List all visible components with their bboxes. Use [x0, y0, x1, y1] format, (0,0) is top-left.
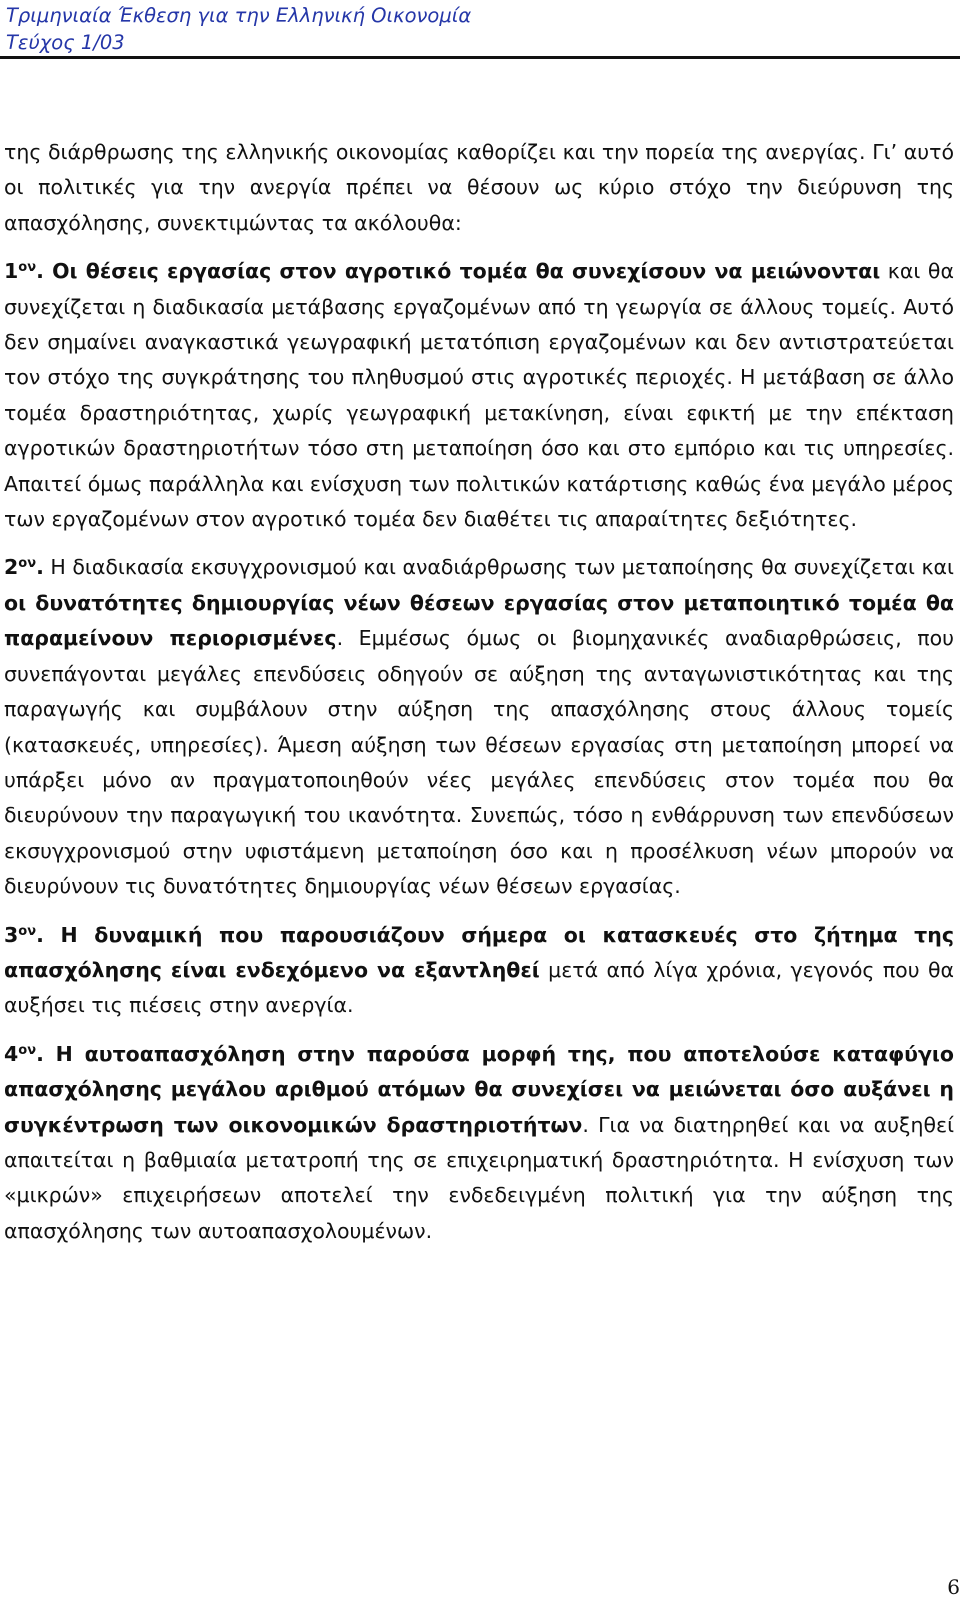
item-text: . Για να διατηρηθεί και να αυξηθεί απαιτείται η βαθμιαία μετατροπή της σε επιχειρηματική δραστηριότητα. Η ενίσχυση των «μικρών» επιχειρήσεων αποτελεί την ενδεδειγμένη πολιτική για την αύξηση της απασχόλησης των αυτοαπασχολουμένων. [4, 1112, 955, 1243]
item-dot: . [36, 922, 44, 947]
item-bold-text: οι δυνατότητες δημιουργίας νέων θέσεων εργασίας στον μεταποιητικό τομέα θα παραμείνουν περιορισμένες [4, 590, 954, 651]
item-text-before: Η διαδικασία εκσυγχρονισμού και αναδιάρθρωσης των μεταποίησης θα συνεχίζεται και [43, 555, 954, 580]
item-text: . Εμμέσως όμως οι βιομηχανικές αναδιαρθρώσεις, που συνεπάγονται μεγάλες επενδύσεις οδηγούν σε αύξηση της ανταγωνιστικότητας και της παραγωγής και συμβάλουν στην αύξηση της απασχόλησης στους άλλους τομείς (κατασκευές, υπηρεσίες). Άμεση αύξηση των θέσεων εργασίας στη μεταποίηση μπορεί να υπάρξει μόνο αν πραγματοποιηθούν νέες μεγάλες επενδύσεις στον τομέα που θα διευρύνουν την παραγωγική του ικανότητα. Συνεπώς, τόσο η ενθάρρυνση των επενδύσεων εκσυγχρονισμού στην υφιστάμενη μεταποίηση όσο και η προσέλκυση νέων μπορούν να διευρύνουν τις δυνατότητες δημιουργίας νέων θέσεων εργασίας. [4, 626, 954, 899]
item-dot: . [36, 555, 44, 580]
item-ordinal: ον [18, 1042, 37, 1058]
item-paragraph-1 [4, 254, 954, 537]
item-bold-text: Η αυτοαπασχόληση στην παρούσα μορφή της, που αποτελούσε καταφύγιο απασχόλησης μεγάλου αριθμού ατόμων θα συνεχίσει να μειώνεται όσο αυξάνει η συγκέντρωση των οικονομικών δραστηριοτήτων [4, 1041, 954, 1137]
item-paragraph-2 [4, 550, 954, 904]
page-number: 6 [947, 1575, 960, 1599]
item-dot: . [36, 1041, 44, 1066]
item-number: 3 [4, 922, 19, 947]
item-number: 2 [4, 555, 19, 580]
item-text: και θα συνεχίζεται η διαδικασία μετάβασης εργαζομένων από τη γεωργία σε άλλους τομείς. Αυτό δεν σημαίνει αναγκαστικά γεωγραφική μετατόπιση εργαζομένων και δεν αντιστρατεύεται τον στόχο της συγκράτησης του πληθυσμού στις αγροτικές περιοχές. Η μετάβαση σε άλλο τομέα δραστηριότητας, χωρίς γεωγραφική μετακίνηση, είναι εφικτή με την επέκταση αγροτικών δραστηριοτήτων τόσο στη μεταποίηση όσο και στο εμπόριο και τις υπηρεσίες. Απαιτεί όμως παράλληλα και ενίσχυση των πολιτικών κατάρτισης καθώς ένα μεγάλο μέρος των εργαζομένων στον αγροτικό τομέα δεν διαθέτει τις απαραίτητες δεξιότητες. [4, 259, 954, 532]
item-bold-text: Η δυναμική που παρουσιάζουν σήμερα οι κατασκευές στο ζήτημα της απασχόλησης είναι ενδεχόμενο να εξαντληθεί [4, 922, 954, 982]
issue-number: Τεύχος 1/03 [6, 31, 125, 54]
item-number: 1 [4, 259, 19, 284]
item-paragraph-3 [4, 918, 954, 1024]
item-number: 4 [4, 1041, 19, 1066]
item-dot: . [36, 259, 44, 284]
item-ordinal: ον [18, 923, 37, 939]
report-title: Τριμηνιαία Έκθεση για την Ελληνική Οικονομία [6, 4, 472, 27]
item-bold-text: Οι θέσεις εργασίας στον αγροτικό τομέα θα συνεχίσουν να μειώνονται [43, 259, 881, 284]
item-ordinal: ον [18, 260, 37, 276]
item-text: μετά από λίγα χρόνια, γεγονός που θα αυξήσει τις πιέσεις στην ανεργία. [4, 957, 954, 1018]
intro-paragraph: της διάρθρωσης της ελληνικής οικονομίας καθορίζει και την πορεία της ανεργίας. Γι’ αυτό οι πολιτικές για την ανεργία πρέπει να θέσουν ως κύριο στόχο την διεύρυνση της απασχόλησης, συνεκτιμώντας τα ακόλουθα: [4, 140, 954, 235]
running-header [6, 2, 960, 56]
header-rule [0, 56, 960, 59]
item-paragraph-4 [4, 1037, 954, 1249]
document-body [4, 135, 954, 1249]
item-ordinal: ον [18, 556, 37, 572]
